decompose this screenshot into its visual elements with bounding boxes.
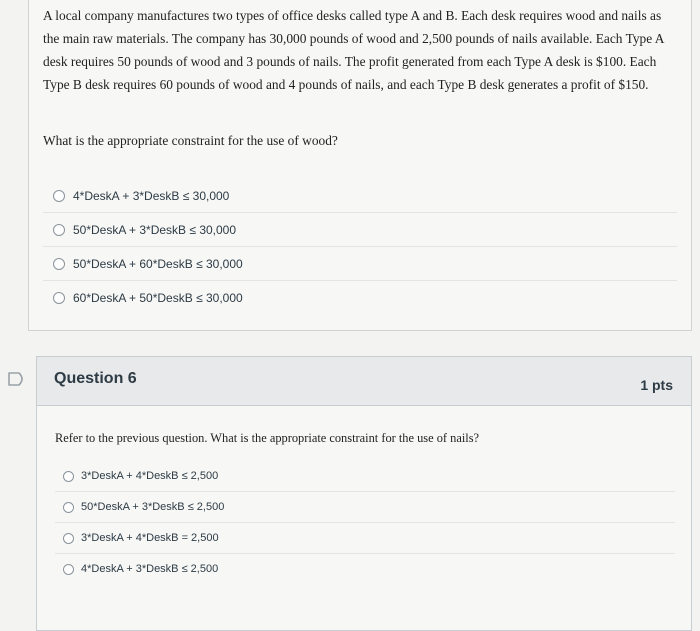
radio-icon[interactable] — [63, 533, 74, 544]
answer-option[interactable] — [43, 212, 677, 246]
question-title: Question 6 — [54, 370, 137, 387]
answer-option[interactable] — [55, 522, 675, 553]
question-6-answers — [55, 461, 675, 584]
question-points: 1 pts — [640, 377, 673, 393]
question-6-header — [37, 357, 691, 406]
radio-icon[interactable] — [53, 258, 65, 270]
answer-option[interactable] — [43, 246, 677, 280]
answer-label: 4*DeskA + 3*DeskB ≤ 2,500 — [81, 563, 219, 575]
answer-label: 50*DeskA + 3*DeskB ≤ 30,000 — [73, 222, 237, 237]
question-6-card — [36, 356, 692, 631]
answer-label: 3*DeskA + 4*DeskB ≤ 2,500 — [81, 470, 219, 482]
answer-option[interactable] — [55, 461, 675, 491]
radio-icon[interactable] — [63, 564, 74, 575]
answer-option[interactable] — [55, 553, 675, 584]
question-5-text: A local company manufactures two types of office desks called type A and B. Each desk requires wood and nails as the main raw materials. The company has 30,000 pounds of wood and 2,500 pounds of nails available. Each Type A desk requires 50 pounds of wood and 3 pounds of nails. The profit generated from each Type A desk is $100. Each Type B desk requires 60 pounds of wood and 4 pounds of nails, and each Type B desk generates a profit of $150. — [43, 8, 664, 92]
radio-icon[interactable] — [53, 190, 65, 202]
radio-icon[interactable] — [53, 224, 65, 236]
question-5-prompt: What is the appropriate constraint for the use of wood? — [43, 133, 338, 148]
answer-label: 50*DeskA + 60*DeskB ≤ 30,000 — [73, 256, 243, 271]
question-5-card — [28, 0, 692, 331]
answer-option[interactable] — [43, 179, 677, 212]
radio-icon[interactable] — [63, 502, 74, 513]
answer-label: 3*DeskA + 4*DeskB = 2,500 — [81, 532, 219, 544]
answer-label: 50*DeskA + 3*DeskB ≤ 2,500 — [81, 501, 225, 513]
answer-option[interactable] — [43, 280, 677, 314]
answer-label: 4*DeskA + 3*DeskB ≤ 30,000 — [73, 188, 230, 203]
answer-option[interactable] — [55, 491, 675, 522]
radio-icon[interactable] — [53, 292, 65, 304]
flag-icon[interactable] — [8, 372, 26, 386]
answer-label: 60*DeskA + 50*DeskB ≤ 30,000 — [73, 290, 243, 305]
question-6-prompt: Refer to the previous question. What is the appropriate constraint for the use of nails? — [55, 431, 480, 445]
question-5-answers — [43, 179, 677, 314]
radio-icon[interactable] — [63, 471, 74, 482]
